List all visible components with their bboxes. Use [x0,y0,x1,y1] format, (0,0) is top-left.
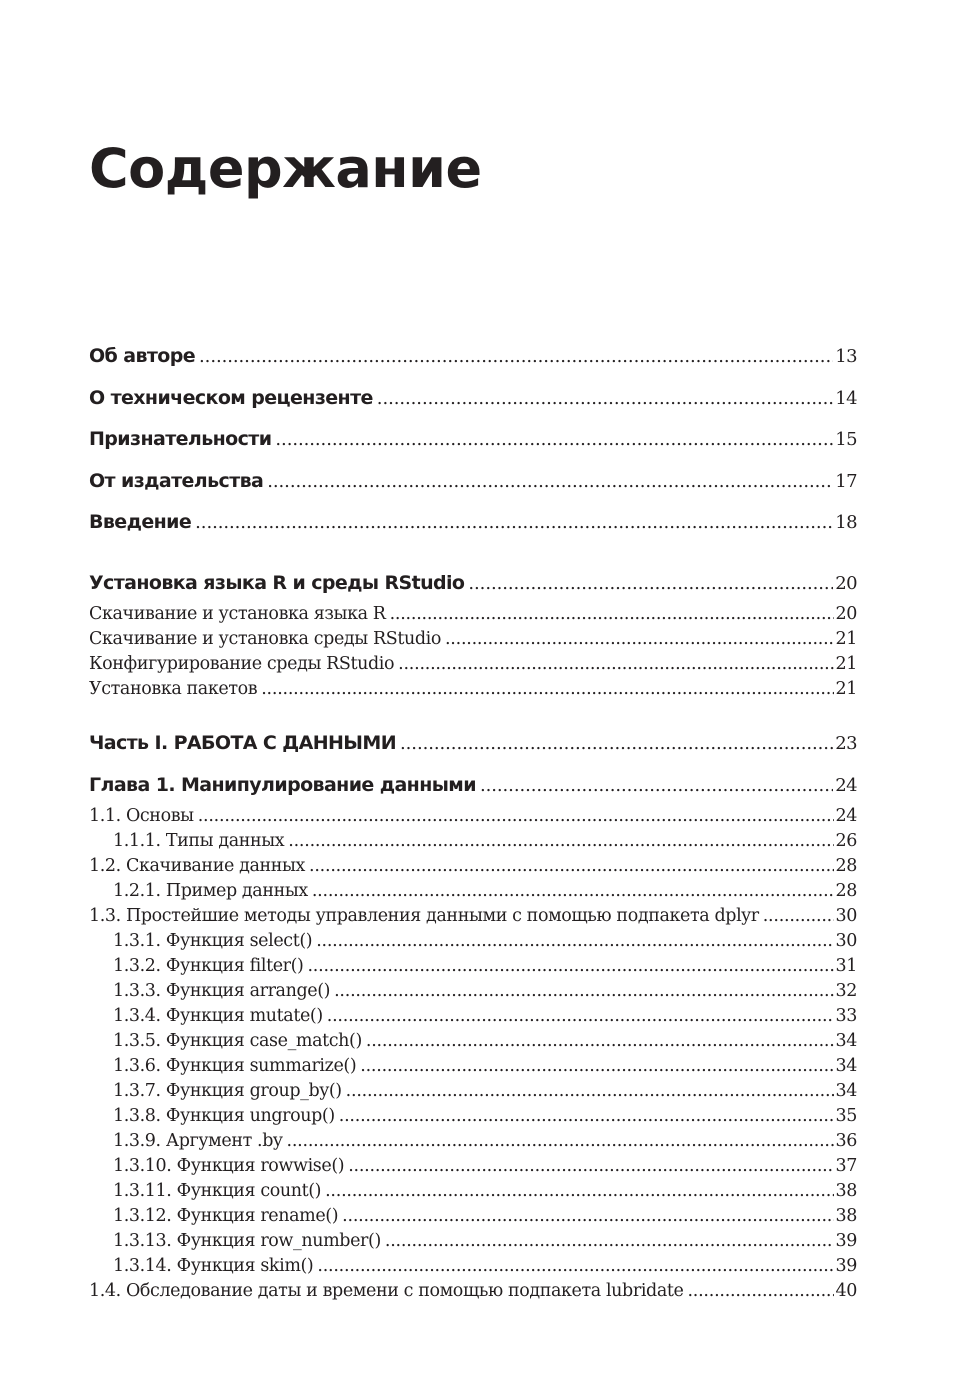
toc-entry[interactable] [89,904,857,929]
toc-entry[interactable] [89,929,857,954]
toc-entry-part-1[interactable] [89,728,857,758]
toc-entry-page: 32 [835,981,857,1001]
toc-entry-page: 34 [835,1081,857,1101]
dot-leader [445,627,834,652]
toc-entry-label: 1.3.12. Функция rename() [113,1206,339,1226]
dot-leader [275,425,833,455]
dot-leader [763,904,834,929]
dot-leader [267,467,833,497]
toc-entry-label: 1.3.8. Функция ungroup() [113,1106,335,1126]
toc-entry[interactable] [89,652,857,677]
toc-entry[interactable] [89,1054,857,1079]
toc-entry-page: 33 [835,1006,857,1026]
toc-entry-label: Скачивание и установка среды RStudio [89,629,441,649]
toc-entry-page: 28 [835,881,857,901]
toc-entry-label: Об авторе [89,345,196,367]
dot-leader [390,602,834,627]
toc-entry[interactable] [89,1129,857,1154]
toc-entry-label: О техническом рецензенте [89,387,373,409]
toc-entry[interactable] [89,829,857,854]
toc-entry-label: Введение [89,511,192,533]
dot-leader [287,1129,834,1154]
toc-entry-from-publisher[interactable] [89,466,857,496]
toc-entry-page: 18 [835,512,857,533]
dot-leader [366,1029,834,1054]
dot-leader [312,879,834,904]
toc-entry[interactable] [89,979,857,1004]
dot-leader [480,771,833,801]
toc-entry-page: 34 [835,1031,857,1051]
toc-entry-label: Скачивание и установка языка R [89,604,386,624]
dot-leader [307,954,833,979]
dot-leader [339,1104,834,1129]
toc-entry[interactable] [89,804,857,829]
toc-entry-label: 1.3.13. Функция row_number() [113,1231,381,1251]
toc-entry-label: 1.3.2. Функция filter() [113,956,304,976]
dot-leader [377,384,833,414]
toc-entry-label: 1.1.1. Типы данных [113,831,285,851]
dot-leader [309,854,834,879]
toc-entry-page: 35 [835,1106,857,1126]
toc-entry[interactable] [89,954,857,979]
toc-entry-page: 15 [835,429,857,450]
dot-leader [400,729,833,759]
toc-entry-label: 1.3.1. Функция select() [113,931,313,951]
toc-entry-label: 1.3. Простейшие методы управления данными с помощью подпакета dplyr [89,906,759,926]
toc-entry-label: Глава 1. Манипулирование данными [89,774,476,796]
toc-entry-label: Установка языка R и среды RStudio [89,572,465,594]
toc-entry-page: 40 [835,1281,857,1301]
toc-entry-page: 38 [835,1181,857,1201]
dot-leader [261,677,833,702]
toc-entry-page: 13 [835,346,857,367]
toc-entry-install-r-rstudio[interactable] [89,568,857,598]
toc-entry-label: 1.1. Основы [89,806,194,826]
toc-entry-chapter-1[interactable] [89,770,857,800]
toc-entry[interactable] [89,1204,857,1229]
dot-leader [385,1229,834,1254]
toc-entry-page: 20 [835,573,857,594]
toc-entry-label: 1.3.10. Функция rowwise() [113,1156,345,1176]
toc-entry-label: 1.3.6. Функция summarize() [113,1056,357,1076]
toc-entry[interactable] [89,1079,857,1104]
toc-entry-label: 1.2. Скачивание данных [89,856,306,876]
page-title: Содержание [89,137,482,200]
toc-entry-page: 38 [835,1206,857,1226]
toc-entry-label: Установка пакетов [89,679,258,699]
toc-entry-page: 30 [835,931,857,951]
toc-entry-about-author[interactable] [89,341,857,371]
dot-leader [317,1254,833,1279]
dot-leader [325,1179,833,1204]
toc-entry[interactable] [89,677,857,702]
toc-entry[interactable] [89,1104,857,1129]
toc-entry-label: 1.3.11. Функция count() [113,1181,322,1201]
toc-entry-introduction[interactable] [89,507,857,537]
toc-entry-label: 1.3.7. Функция group_by() [113,1081,342,1101]
toc-entry-page: 17 [835,471,857,492]
dot-leader [346,1079,834,1104]
dot-leader [199,342,833,372]
toc-entry-label: Признательности [89,428,272,450]
dot-leader [360,1054,833,1079]
toc-entry[interactable] [89,602,857,627]
toc-entry-label: От издательства [89,470,264,492]
toc-entry-label: 1.3.5. Функция case_match() [113,1031,362,1051]
toc-entry-page: 39 [835,1256,857,1276]
toc-entry[interactable] [89,1029,857,1054]
toc-entry-page: 28 [835,856,857,876]
toc-entry[interactable] [89,1229,857,1254]
dot-leader [468,569,833,599]
dot-leader [348,1154,833,1179]
toc-entry-label: 1.4. Обследование даты и времени с помощью подпакета lubridate [89,1281,684,1301]
dot-leader [195,508,833,538]
toc-entry-page: 24 [835,806,857,826]
toc-entry-page: 23 [835,733,857,754]
toc-entry-page: 20 [835,604,857,624]
dot-leader [687,1279,833,1304]
dot-leader [327,1004,834,1029]
dot-leader [198,804,834,829]
toc-entry-page: 21 [835,679,857,699]
toc-entry-label: 1.3.14. Функция skim() [113,1256,314,1276]
toc-entry-page: 21 [835,654,857,674]
dot-leader [398,652,833,677]
toc-entry-label: 1.2.1. Пример данных [113,881,308,901]
toc-entry-page: 39 [835,1231,857,1251]
toc-entry-label: 1.3.9. Аргумент .by [113,1131,283,1151]
toc-entry-page: 26 [835,831,857,851]
toc-entry[interactable] [89,1254,857,1279]
toc-entry-page: 37 [835,1156,857,1176]
toc-entry[interactable] [89,1154,857,1179]
toc-entry-label: Конфигурирование среды RStudio [89,654,395,674]
toc-entry-label: Часть I. РАБОТА С ДАННЫМИ [89,732,397,754]
toc-entry-page: 24 [835,775,857,796]
toc-entry[interactable] [89,854,857,879]
toc-entry-page: 31 [835,956,857,976]
toc-entry-page: 34 [835,1056,857,1076]
dot-leader [288,829,833,854]
toc-entry-label: 1.3.3. Функция arrange() [113,981,331,1001]
toc-entry-label: 1.3.4. Функция mutate() [113,1006,323,1026]
toc-entry[interactable] [89,627,857,652]
toc-entry[interactable] [89,1179,857,1204]
toc-entry[interactable] [89,1004,857,1029]
toc-entry[interactable] [89,879,857,904]
dot-leader [316,929,833,954]
toc-entry-acknowledgements[interactable] [89,424,857,454]
toc-entry[interactable] [89,1279,857,1304]
dot-leader [342,1204,833,1229]
toc-entry-page: 14 [835,388,857,409]
dot-leader [334,979,833,1004]
toc-entry-page: 36 [835,1131,857,1151]
toc-entry-tech-reviewer[interactable] [89,383,857,413]
toc-entry-page: 21 [835,629,857,649]
toc-entry-page: 30 [835,906,857,926]
